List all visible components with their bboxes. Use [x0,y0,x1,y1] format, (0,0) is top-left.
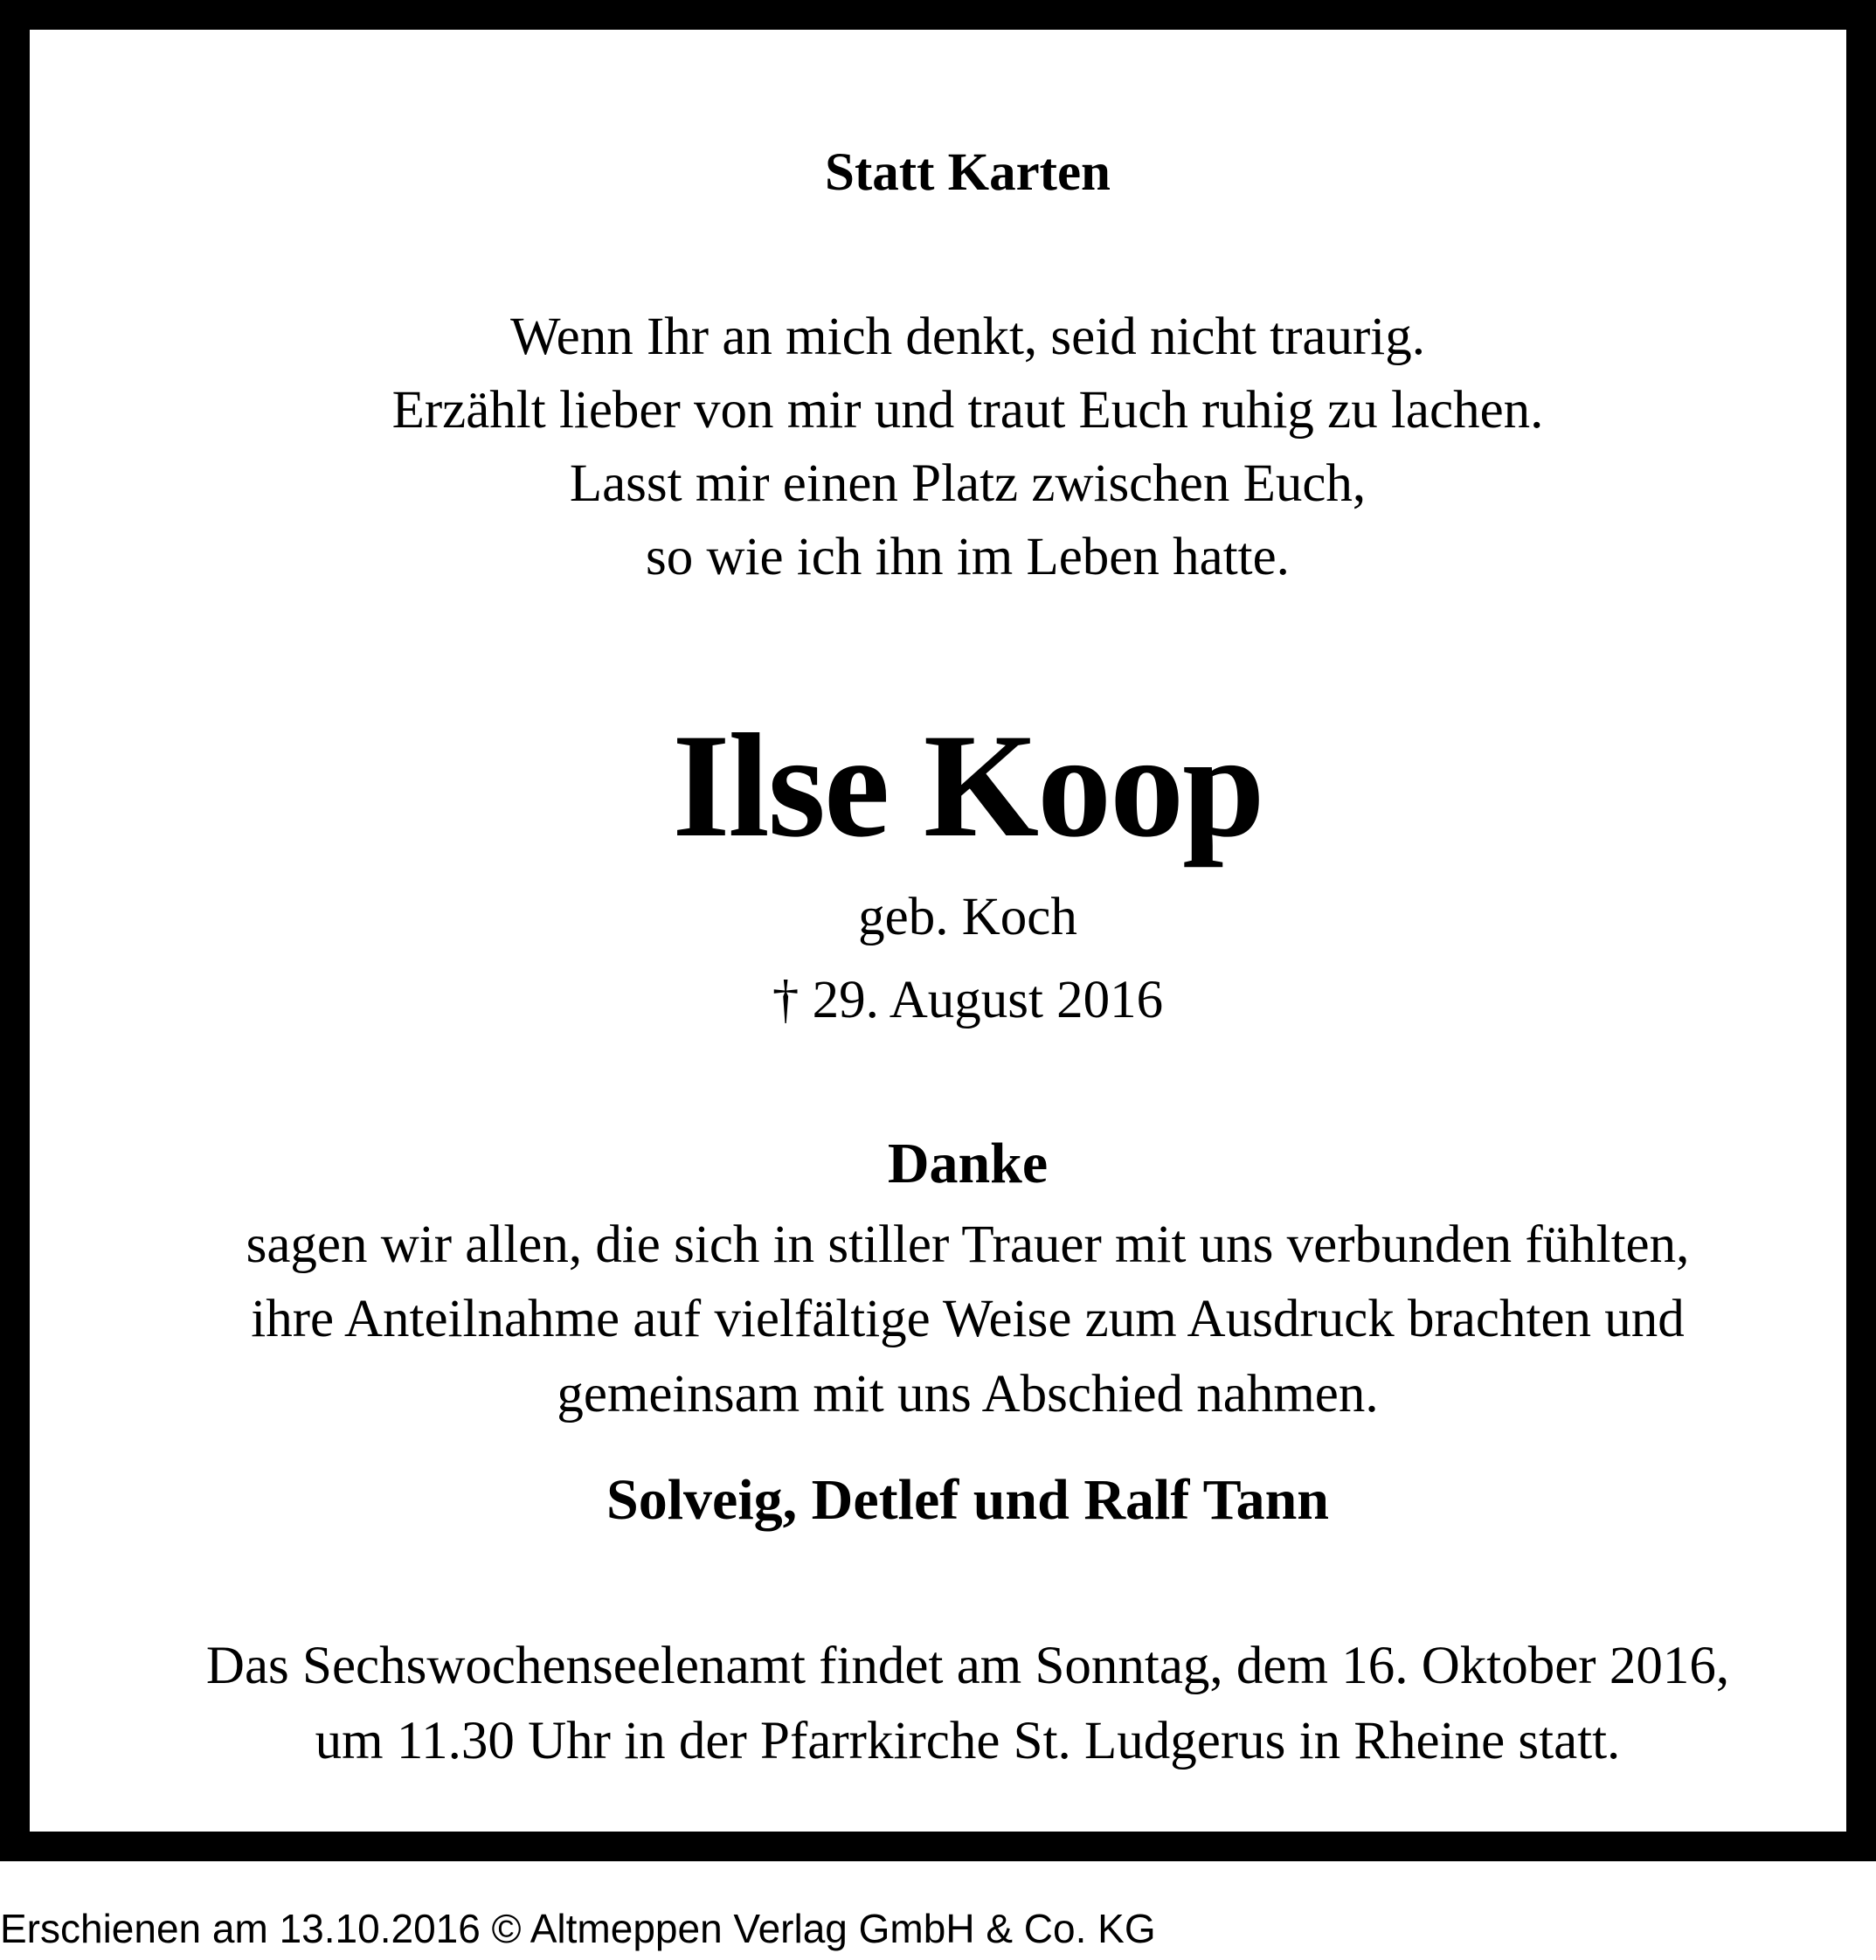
service-info-line: um 11.30 Uhr in der Pfarrkirche St. Ludgerus in Rheine statt. [315,1712,1621,1770]
signers: Solveig, Detlef und Ralf Tann [606,1468,1329,1532]
poem-line: Lasst mir einen Platz zwischen Euch, [569,454,1367,513]
thanks-text-line: gemeinsam mit uns Abschied nahmen. [557,1365,1379,1423]
service-info-line: Das Sechswochenseelenamt findet am Sonntag, dem 16. Oktober 2016, [205,1637,1730,1695]
thanks-heading: Danke [887,1132,1049,1195]
birth-name: geb. Koch [858,888,1077,946]
poem-line: Wenn Ihr an mich denkt, seid nicht traurig. [509,308,1426,366]
notice-header: Statt Karten [825,143,1111,202]
poem-line: so wie ich ihn im Leben hatte. [646,528,1290,586]
publication-footer: Erschienen am 13.10.2016 © Altmeppen Verlag GmbH & Co. KG [0,1906,1156,1951]
poem-line: Erzählt lieber von mir und traut Euch ruhig zu lachen. [391,381,1544,440]
thanks-text-line: sagen wir allen, die sich in stiller Trauer mit uns verbunden fühlten, [246,1215,1690,1274]
death-date: † 29. August 2016 [772,971,1164,1029]
deceased-name: Ilse Koop [672,703,1263,868]
thanks-text-line: ihre Anteilnahme auf vielfältige Weise zum Ausdruck brachten und [251,1290,1685,1348]
